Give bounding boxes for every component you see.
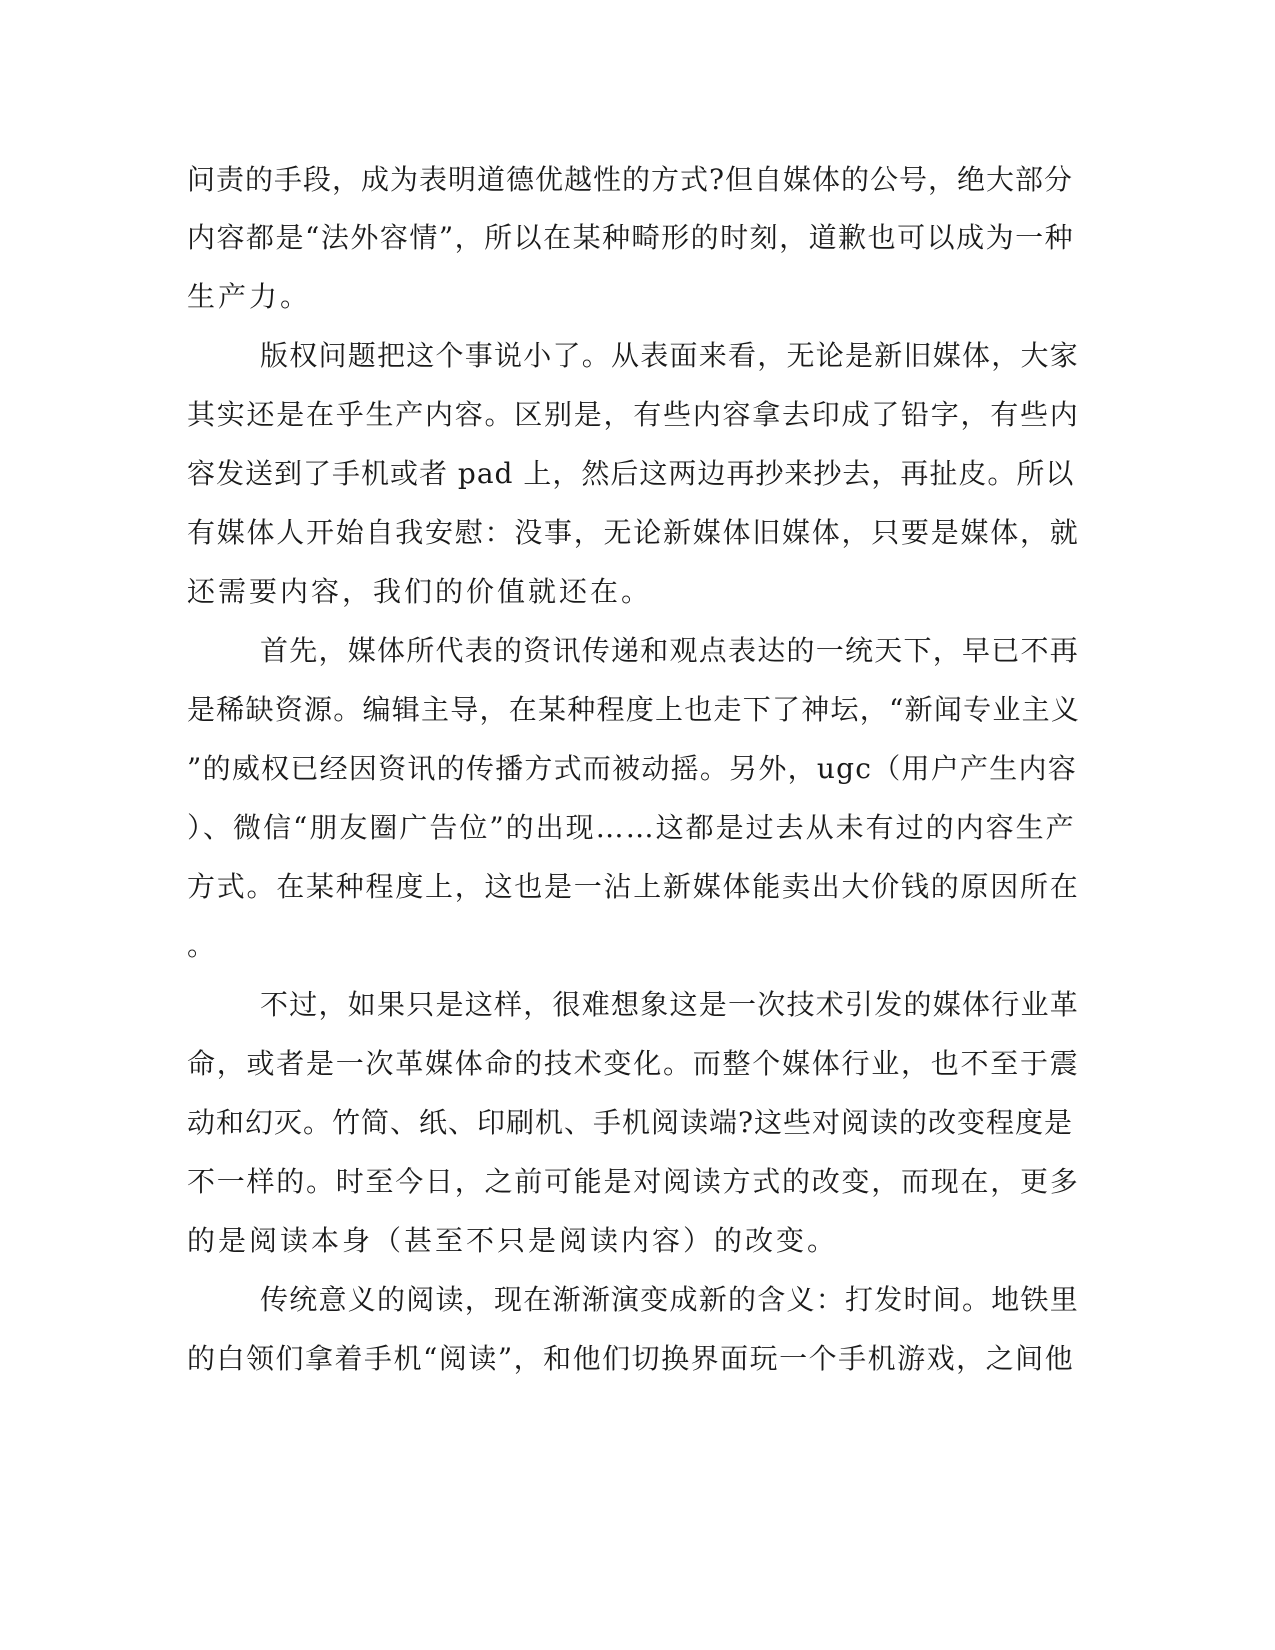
text-line: 动和幻灭。竹简、纸、印刷机、手机阅读端?这些对阅读的改变程度是 bbox=[187, 1106, 1074, 1139]
text-line: 不一样的。时至今日，之前可能是对阅读方式的改变，而现在，更多 bbox=[187, 1165, 1080, 1198]
text-line: 是稀缺资源。编辑主导，在某种程度上也走下了神坛，“新闻专业主义 bbox=[187, 693, 1081, 726]
text-line: ”的威权已经因资讯的传播方式而被动摇。另外，ugc（用户产生内容 bbox=[187, 752, 1077, 785]
text-line: 的是阅读本身（甚至不只是阅读内容）的改变。 bbox=[187, 1224, 839, 1257]
paragraph-first-line: 首先，媒体所代表的资讯传递和观点表达的一统天下，早已不再 bbox=[260, 634, 1080, 667]
text-line: 还需要内容，我们的价值就还在。 bbox=[187, 575, 653, 608]
paragraph-first-line: 版权问题把这个事说小了。从表面来看，无论是新旧媒体，大家 bbox=[260, 339, 1080, 372]
text-line: ）、微信“朋友圈广告位”的出现……这都是过去从未有过的内容生产 bbox=[187, 811, 1076, 844]
text-line: 命，或者是一次革媒体命的技术变化。而整个媒体行业，也不至于震 bbox=[187, 1047, 1080, 1080]
text-line: 有媒体人开始自我安慰：没事，无论新媒体旧媒体，只要是媒体，就 bbox=[187, 516, 1080, 549]
text-line: 问责的手段，成为表明道德优越性的方式?但自媒体的公号，绝大部分 bbox=[187, 163, 1074, 196]
paragraph-first-line: 传统意义的阅读，现在渐渐演变成新的含义：打发时间。地铁里 bbox=[260, 1283, 1080, 1316]
text-line: 其实还是在乎生产内容。区别是，有些内容拿去印成了铅字，有些内 bbox=[187, 398, 1080, 431]
text-line: 方式。在某种程度上，这也是一沾上新媒体能卖出大价钱的原因所在 bbox=[187, 870, 1080, 903]
text-line: 内容都是“法外容情”，所以在某种畸形的时刻，道歉也可以成为一种 bbox=[187, 221, 1075, 254]
text-line: 生产力。 bbox=[187, 280, 312, 313]
paragraph-first-line: 不过，如果只是这样，很难想象这是一次技术引发的媒体行业革 bbox=[260, 988, 1080, 1021]
text-line: 。 bbox=[187, 929, 219, 962]
text-line: 的白领们拿着手机“阅读”，和他们切换界面玩一个手机游戏，之间他 bbox=[187, 1342, 1075, 1375]
text-line: 容发送到了手机或者 pad 上，然后这两边再抄来抄去，再扯皮。所以 bbox=[187, 457, 1075, 490]
